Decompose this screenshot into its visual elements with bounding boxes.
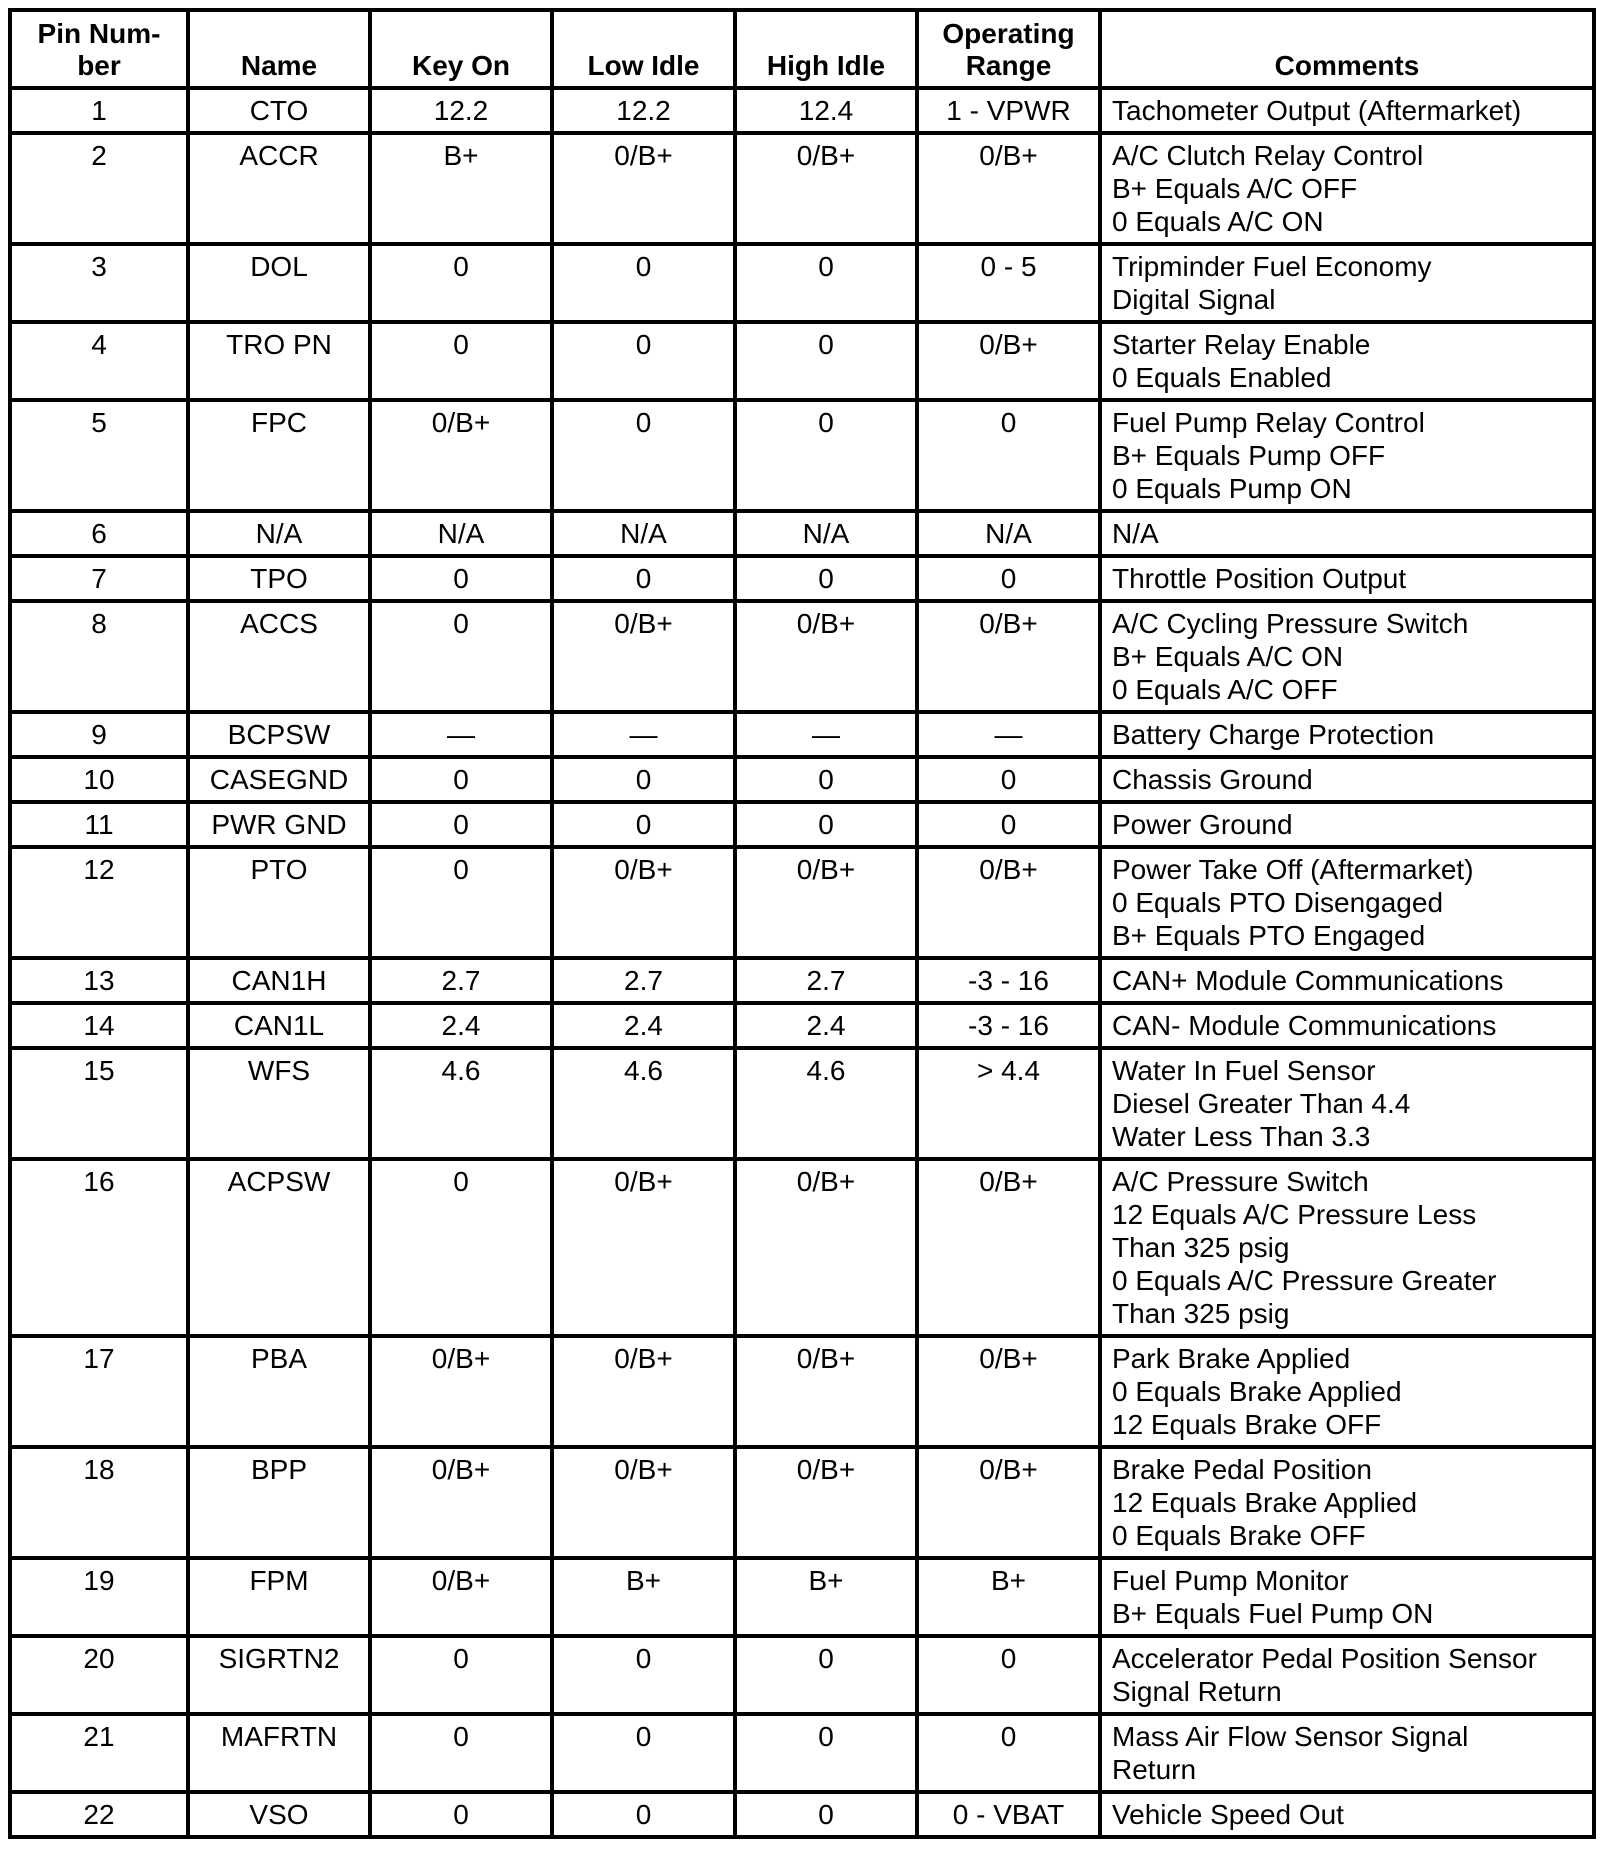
- name-cell: FPM: [188, 1558, 370, 1636]
- comment-line: CAN- Module Communications: [1112, 1010, 1497, 1041]
- comment-line: CAN+ Module Communications: [1112, 965, 1504, 996]
- operating-range-cell: 0/B+: [917, 1447, 1100, 1558]
- key-on-cell: B+: [370, 133, 552, 244]
- table-row: [10, 1636, 1594, 1714]
- name-cell: BPP: [188, 1447, 370, 1558]
- comment-line: Return: [1112, 1754, 1197, 1785]
- table-row: [10, 958, 1594, 1003]
- pin-number-cell: 22: [10, 1792, 188, 1837]
- comment-line: Tachometer Output (Aftermarket): [1112, 95, 1522, 126]
- comment-line: Mass Air Flow Sensor Signal: [1112, 1721, 1469, 1752]
- low-idle-cell: 0/B+: [552, 1159, 735, 1336]
- comments-cell: [1100, 1558, 1594, 1636]
- name-cell: CAN1L: [188, 1003, 370, 1048]
- operating-range-cell: 0 - 5: [917, 244, 1100, 322]
- key-on-cell: 0/B+: [370, 1558, 552, 1636]
- low-idle-cell: 0/B+: [552, 847, 735, 958]
- operating-range-cell: 0/B+: [917, 1336, 1100, 1447]
- low-idle-cell: 0/B+: [552, 1336, 735, 1447]
- comment-line: B+ Equals Pump OFF: [1112, 440, 1386, 471]
- low-idle-cell: 4.6: [552, 1048, 735, 1159]
- name-cell: PBA: [188, 1336, 370, 1447]
- pin-number-cell: 17: [10, 1336, 188, 1447]
- comment-line: Chassis Ground: [1112, 764, 1313, 795]
- key-on-cell: 0: [370, 601, 552, 712]
- pin-table: [8, 8, 1596, 1839]
- comment-line: Fuel Pump Monitor: [1112, 1565, 1349, 1596]
- table-row: [10, 1048, 1594, 1159]
- pin-number-cell: 5: [10, 400, 188, 511]
- key-on-cell: 0: [370, 244, 552, 322]
- operating-range-cell: > 4.4: [917, 1048, 1100, 1159]
- comment-line: Park Brake Applied: [1112, 1343, 1351, 1374]
- comments-cell: [1100, 1336, 1594, 1447]
- key-on-cell: 0/B+: [370, 400, 552, 511]
- name-cell: ACPSW: [188, 1159, 370, 1336]
- header-low-idle: Low Idle: [552, 10, 735, 88]
- table-row: [10, 322, 1594, 400]
- comments-cell: [1100, 88, 1594, 133]
- operating-range-cell: N/A: [917, 511, 1100, 556]
- pin-number-cell: 3: [10, 244, 188, 322]
- operating-range-cell: 0: [917, 802, 1100, 847]
- low-idle-cell: 0: [552, 1636, 735, 1714]
- pin-number-cell: 9: [10, 712, 188, 757]
- comments-cell: [1100, 1714, 1594, 1792]
- comment-line: Signal Return: [1112, 1676, 1282, 1707]
- operating-range-cell: 0: [917, 757, 1100, 802]
- comments-cell: [1100, 757, 1594, 802]
- comment-line: 0 Equals PTO Disengaged: [1112, 887, 1444, 918]
- low-idle-cell: 2.7: [552, 958, 735, 1003]
- pin-number-cell: 2: [10, 133, 188, 244]
- pin-number-cell: 7: [10, 556, 188, 601]
- table-row: [10, 757, 1594, 802]
- comment-line: Brake Pedal Position: [1112, 1454, 1372, 1485]
- table-row: [10, 712, 1594, 757]
- low-idle-cell: 12.2: [552, 88, 735, 133]
- comment-line: B+ Equals Fuel Pump ON: [1112, 1598, 1434, 1629]
- key-on-cell: 0: [370, 556, 552, 601]
- pin-number-cell: 15: [10, 1048, 188, 1159]
- name-cell: WFS: [188, 1048, 370, 1159]
- comment-line: Vehicle Speed Out: [1112, 1799, 1344, 1830]
- pin-number-cell: 18: [10, 1447, 188, 1558]
- pin-number-cell: 4: [10, 322, 188, 400]
- key-on-cell: 0: [370, 1636, 552, 1714]
- table-row: [10, 511, 1594, 556]
- comments-cell: [1100, 1159, 1594, 1336]
- high-idle-cell: —: [735, 712, 917, 757]
- key-on-cell: 0: [370, 757, 552, 802]
- header-operating-range: [917, 10, 1100, 88]
- pin-number-cell: 10: [10, 757, 188, 802]
- key-on-cell: 4.6: [370, 1048, 552, 1159]
- name-cell: FPC: [188, 400, 370, 511]
- header-comments: Comments: [1100, 10, 1594, 88]
- comment-line: 12 Equals Brake Applied: [1112, 1487, 1418, 1518]
- high-idle-cell: 0/B+: [735, 1159, 917, 1336]
- key-on-cell: N/A: [370, 511, 552, 556]
- operating-range-cell: 0/B+: [917, 1159, 1100, 1336]
- pin-number-cell: 13: [10, 958, 188, 1003]
- name-cell: CAN1H: [188, 958, 370, 1003]
- high-idle-cell: 0/B+: [735, 133, 917, 244]
- key-on-cell: 0: [370, 322, 552, 400]
- comments-cell: [1100, 133, 1594, 244]
- pin-number-cell: 12: [10, 847, 188, 958]
- comment-line: Tripminder Fuel Economy: [1112, 251, 1432, 282]
- table-row: [10, 244, 1594, 322]
- comment-line: Water In Fuel Sensor: [1112, 1055, 1376, 1086]
- comment-line: B+ Equals A/C ON: [1112, 641, 1344, 672]
- low-idle-cell: 0: [552, 1714, 735, 1792]
- pin-number-cell: 8: [10, 601, 188, 712]
- high-idle-cell: 0/B+: [735, 847, 917, 958]
- comments-cell: [1100, 1636, 1594, 1714]
- comment-line: 0 Equals A/C OFF: [1112, 674, 1338, 705]
- low-idle-cell: —: [552, 712, 735, 757]
- key-on-cell: 0: [370, 847, 552, 958]
- pin-number-cell: 1: [10, 88, 188, 133]
- header-high-idle: High Idle: [735, 10, 917, 88]
- comment-line: Water Less Than 3.3: [1112, 1121, 1371, 1152]
- comments-cell: [1100, 400, 1594, 511]
- operating-range-cell: -3 - 16: [917, 1003, 1100, 1048]
- high-idle-cell: 0: [735, 1636, 917, 1714]
- table-row: [10, 556, 1594, 601]
- comments-cell: [1100, 244, 1594, 322]
- name-cell: DOL: [188, 244, 370, 322]
- comment-line: 0 Equals A/C ON: [1112, 206, 1324, 237]
- low-idle-cell: 0: [552, 556, 735, 601]
- name-cell: ACCR: [188, 133, 370, 244]
- low-idle-cell: N/A: [552, 511, 735, 556]
- operating-range-cell: 0: [917, 1636, 1100, 1714]
- comment-line: 0 Equals Brake OFF: [1112, 1520, 1366, 1551]
- table-row: [10, 400, 1594, 511]
- header-key-on: Key On: [370, 10, 552, 88]
- comments-cell: [1100, 556, 1594, 601]
- name-cell: CTO: [188, 88, 370, 133]
- comments-cell: [1100, 847, 1594, 958]
- name-cell: SIGRTN2: [188, 1636, 370, 1714]
- key-on-cell: —: [370, 712, 552, 757]
- low-idle-cell: 0: [552, 244, 735, 322]
- name-cell: TRO PN: [188, 322, 370, 400]
- comments-cell: [1100, 712, 1594, 757]
- low-idle-cell: 0/B+: [552, 1447, 735, 1558]
- comments-cell: [1100, 511, 1594, 556]
- comment-line: 12 Equals A/C Pressure Less: [1112, 1199, 1477, 1230]
- operating-range-cell: 0: [917, 400, 1100, 511]
- low-idle-cell: 0: [552, 757, 735, 802]
- table-row: [10, 88, 1594, 133]
- high-idle-cell: 0: [735, 244, 917, 322]
- high-idle-cell: 0: [735, 1714, 917, 1792]
- pin-number-cell: 11: [10, 802, 188, 847]
- comments-cell: [1100, 1447, 1594, 1558]
- key-on-cell: 2.7: [370, 958, 552, 1003]
- pin-number-cell: 20: [10, 1636, 188, 1714]
- comment-line: Battery Charge Protection: [1112, 719, 1435, 750]
- comment-line: 0 Equals A/C Pressure Greater: [1112, 1265, 1497, 1296]
- key-on-cell: 0: [370, 1792, 552, 1837]
- comment-line: 0 Equals Pump ON: [1112, 473, 1352, 504]
- table-row: [10, 802, 1594, 847]
- comment-line: Than 325 psig: [1112, 1232, 1290, 1263]
- name-cell: VSO: [188, 1792, 370, 1837]
- operating-range-cell: —: [917, 712, 1100, 757]
- key-on-cell: 0/B+: [370, 1336, 552, 1447]
- high-idle-cell: 0: [735, 802, 917, 847]
- header-pin-number-line-1: Pin Num-: [37, 18, 161, 49]
- operating-range-cell: 0: [917, 1714, 1100, 1792]
- table-row: [10, 1792, 1594, 1837]
- comments-cell: [1100, 1048, 1594, 1159]
- high-idle-cell: 0: [735, 556, 917, 601]
- operating-range-cell: 0/B+: [917, 601, 1100, 712]
- name-cell: BCPSW: [188, 712, 370, 757]
- high-idle-cell: 2.7: [735, 958, 917, 1003]
- high-idle-cell: 0/B+: [735, 1336, 917, 1447]
- name-cell: MAFRTN: [188, 1714, 370, 1792]
- comment-line: B+ Equals PTO Engaged: [1112, 920, 1426, 951]
- header-operating-range-line-2: Range: [965, 50, 1052, 81]
- table-header: [10, 10, 1594, 88]
- low-idle-cell: 0: [552, 400, 735, 511]
- name-cell: CASEGND: [188, 757, 370, 802]
- high-idle-cell: B+: [735, 1558, 917, 1636]
- comments-cell: [1100, 601, 1594, 712]
- high-idle-cell: 12.4: [735, 88, 917, 133]
- key-on-cell: 0/B+: [370, 1447, 552, 1558]
- comment-line: Power Ground: [1112, 809, 1293, 840]
- operating-range-cell: 0/B+: [917, 847, 1100, 958]
- key-on-cell: 0: [370, 802, 552, 847]
- table-row: [10, 1714, 1594, 1792]
- comment-line: A/C Clutch Relay Control: [1112, 140, 1424, 171]
- table-body: [10, 88, 1594, 1837]
- high-idle-cell: N/A: [735, 511, 917, 556]
- header-operating-range-line-1: Operating: [942, 18, 1075, 49]
- comment-line: Power Take Off (Aftermarket): [1112, 854, 1474, 885]
- table-row: [10, 1003, 1594, 1048]
- comments-cell: [1100, 1792, 1594, 1837]
- operating-range-cell: B+: [917, 1558, 1100, 1636]
- pin-number-cell: 16: [10, 1159, 188, 1336]
- operating-range-cell: 1 - VPWR: [917, 88, 1100, 133]
- key-on-cell: 12.2: [370, 88, 552, 133]
- comment-line: Throttle Position Output: [1112, 563, 1407, 594]
- low-idle-cell: 0: [552, 1792, 735, 1837]
- comment-line: Than 325 psig: [1112, 1298, 1290, 1329]
- low-idle-cell: 0: [552, 802, 735, 847]
- table-row: [10, 1336, 1594, 1447]
- pin-number-cell: 6: [10, 511, 188, 556]
- comments-cell: [1100, 802, 1594, 847]
- high-idle-cell: 4.6: [735, 1048, 917, 1159]
- comment-line: Accelerator Pedal Position Sensor: [1112, 1643, 1537, 1674]
- low-idle-cell: 0/B+: [552, 601, 735, 712]
- comment-line: 12 Equals Brake OFF: [1112, 1409, 1382, 1440]
- comment-line: A/C Cycling Pressure Switch: [1112, 608, 1469, 639]
- low-idle-cell: 2.4: [552, 1003, 735, 1048]
- comment-line: 0 Equals Enabled: [1112, 362, 1332, 393]
- comment-line: Digital Signal: [1112, 284, 1276, 315]
- table-row: [10, 847, 1594, 958]
- low-idle-cell: 0: [552, 322, 735, 400]
- header-pin-number-line-2: ber: [77, 50, 121, 81]
- pin-number-cell: 21: [10, 1714, 188, 1792]
- operating-range-cell: 0: [917, 556, 1100, 601]
- operating-range-cell: 0/B+: [917, 322, 1100, 400]
- low-idle-cell: 0/B+: [552, 133, 735, 244]
- name-cell: ACCS: [188, 601, 370, 712]
- high-idle-cell: 0: [735, 757, 917, 802]
- comment-line: B+ Equals A/C OFF: [1112, 173, 1358, 204]
- key-on-cell: 0: [370, 1714, 552, 1792]
- comment-line: Fuel Pump Relay Control: [1112, 407, 1425, 438]
- comments-cell: [1100, 958, 1594, 1003]
- comments-cell: [1100, 322, 1594, 400]
- comment-line: Diesel Greater Than 4.4: [1112, 1088, 1411, 1119]
- high-idle-cell: 0: [735, 1792, 917, 1837]
- table-row: [10, 1558, 1594, 1636]
- table-row: [10, 133, 1594, 244]
- high-idle-cell: 0: [735, 322, 917, 400]
- high-idle-cell: 0: [735, 400, 917, 511]
- key-on-cell: 2.4: [370, 1003, 552, 1048]
- table-row: [10, 601, 1594, 712]
- header-pin-number: [10, 10, 188, 88]
- operating-range-cell: -3 - 16: [917, 958, 1100, 1003]
- low-idle-cell: B+: [552, 1558, 735, 1636]
- name-cell: PWR GND: [188, 802, 370, 847]
- table-row: [10, 1447, 1594, 1558]
- key-on-cell: 0: [370, 1159, 552, 1336]
- name-cell: PTO: [188, 847, 370, 958]
- operating-range-cell: 0/B+: [917, 133, 1100, 244]
- name-cell: N/A: [188, 511, 370, 556]
- name-cell: TPO: [188, 556, 370, 601]
- pin-number-cell: 14: [10, 1003, 188, 1048]
- comments-cell: [1100, 1003, 1594, 1048]
- comment-line: A/C Pressure Switch: [1112, 1166, 1369, 1197]
- high-idle-cell: 2.4: [735, 1003, 917, 1048]
- comment-line: 0 Equals Brake Applied: [1112, 1376, 1402, 1407]
- header-row: [10, 10, 1594, 88]
- header-name: Name: [188, 10, 370, 88]
- pin-number-cell: 19: [10, 1558, 188, 1636]
- operating-range-cell: 0 - VBAT: [917, 1792, 1100, 1837]
- comment-line: N/A: [1112, 518, 1159, 549]
- comment-line: Starter Relay Enable: [1112, 329, 1371, 360]
- table-row: [10, 1159, 1594, 1336]
- high-idle-cell: 0/B+: [735, 601, 917, 712]
- high-idle-cell: 0/B+: [735, 1447, 917, 1558]
